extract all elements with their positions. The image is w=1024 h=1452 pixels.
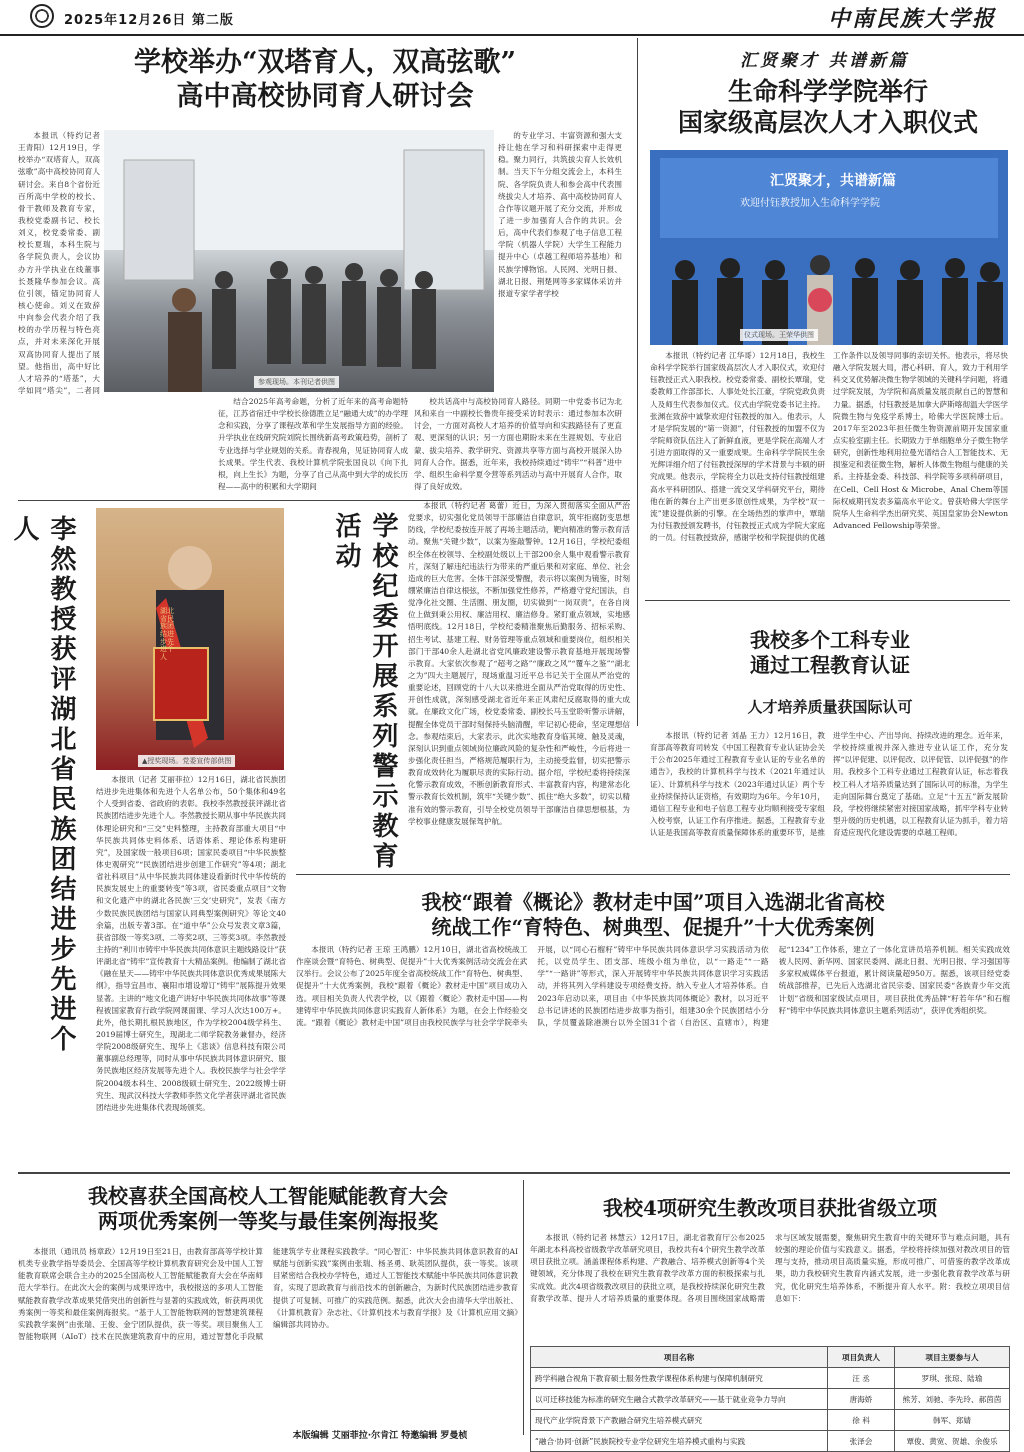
article7-title-line1: 我校喜获全国高校人工智能赋能教育大会 <box>88 1184 448 1208</box>
article1-body-col3 <box>414 396 622 496</box>
table-cell: 韩军、郑婧 <box>895 1410 1010 1431</box>
article3-title: 李然教授获评湖北省民族团结进步先进个人 <box>9 515 76 1055</box>
article5-body <box>650 730 1008 870</box>
article4-title: 学校纪委开展系列警示教育活动 <box>331 512 398 872</box>
article3-body <box>96 774 286 1166</box>
article2-title <box>648 76 1008 139</box>
article2-body-text: 本报讯（特约记者 江华哥）12月18日，我校生命科学学院举行国家级高层次人才入职仪式，欢迎付钰教授正式入职我校。校党委常委、副校长覃瑞，党委教师工作部部长、人事处处长江豪，学院党政负责人及师生代表参加仪式。仪式由学院党委书记主持。张渊在致辞中诚挚欢迎付钰教授的加入。他表示，人才是学院发展的“第一资源”，付钰教授的加盟不仅为学院师资队伍注入了新鲜血液，更是学院在高端人才引进方面取得的又一重要成果。生命科学学院民生余光辉详细介绍了付钰教授深厚的学术背景与丰硕的研究成果。他表示，学院将全力以赴支持付钰教授组建高水平科研团队、搭建一流交叉学科研究平台，期待他在新的舞台上产出更多原创性成果，为学校“双一流”建设提供新的引擎。在全场热烈的掌声中，覃瑞为付钰教授颁发聘书，付钰教授正式成为学院大家庭的一员。付钰教授致辞，感谢学校和学院提供的优越工作条件以及领导同事的亲切关怀。他表示，将尽快融入学院发展大局，潜心科研、育人，致力于利用学科交叉优势解决微生物学领域的关键科学问题，将通过学院发展，为学院和高质量发展贡献自己的智慧和力量。据悉，付钰教授是加拿大萨斯喀彻温大学医学院微生物与免疫学系博士，哈佛大学医院博士后。2017年至2023年担任微生物资源前期开发国家重点实验室副主任。长期致力于单细胞单分子微生物学研究，创新性地利用拉曼光谱结合人工智能技术、无损鉴定和表征微生物，解析人体微生物组与健康的关系。主持基金委、科技部、科学院等多项科研项目，在Cell、Cell Host & Microbe、Anal Chem等国际权威期刊发表多篇高水平论文。曾获哈佛大学医学院华人生命科学杰出研究奖、英国皇家协会Newton Advanced Fellowship等荣誉。 <box>650 351 1008 543</box>
table-cell: 现代产业学院背景下产教融合研究生培养模式研究 <box>531 1410 828 1431</box>
article3-body-text: 本报讯（记者 艾丽菲拉）12月16日，湖北省民族团结进步先进集体和先进个人名单公布，50个集体和49名个人受到省委、省政府的表彰。我校李然教授获评湖北省民族团结进步先进个人。李然教授长期从事中华民族共同体理论研究和“三交”史料整理，主持教育部重大项目“中华民族共同体史料体系、话语体系、理论体系构建研究”，及国家级一般项目6项；国家民委项目“中华民族整体史观研究”“民族团结进步创建工作研究”等4项；湖北省社科项目“从中华民族共同体建设看新时代中华传统的民族发展史上的重要转变”等3项，省民委重点项目“文物和文化遗产中的湖北各民族‘三交’史研究”，发表《南方少数民族民族团结与国家认同典型案例研究》等论文40余篇，出版专著3部。在“道中华”公众号发表文章3篇，获省部级一等奖3项、二等奖2项、三等奖3项。李然教授主持的“利川市铸牢中华民族共同体意识主题线路设计”获评湖北省“铸牢”宣传教育十大精品案例。他编制了湖北省《融在星天——铸牢中华民族共同体意识优秀成果展陈大纲》，指导宜昌市、襄阳市增设增订“铸牢”展陈提升效果显著。主讲的“地文化遗产讲好中华民族共同体故事”等课程被国家教育行政学院网课面课、学习人次达100万+。此外，他长期扎根民族地区，作为学校2004级学科生、2019届博士研究生，现湖北二师学院教务兼督办，经济学院2008级研究生、现华上《悲谈》信息科技有限公司董事副总经理等，同时从事中华民族共同体意识研究、服务民族地区经济发展等先进个人。我校民族学与社会学学院2004级本科生、2008级硕士研究生、2022级博士研究生、现武汉科技大学教师李然文化学者获评湖北省民族团结进步先进集体代表现场颁奖。 <box>96 775 286 1112</box>
article4-body-text: 本报讯（特约记者 葛蕾）近日，为深入贯彻落实全面从严治党要求，切实强化党员领导干部廉洁自律意识，筑牢拒腐防变思想防线，学校纪委按连开展了再场主题活动，靶向精准的警示教育活动。聚焦“关键少数”，以案为鉴敲警钟。12月16日，学校纪委组织全体在校领导、全校副处级以上干部200余人集中观看警示教育片，深刻了解违纪违法行为带来的严重后果和对家庭、单位、社会造成的巨大危害。全体干部深受警醒，表示将以案例为镜鉴，时刻绷紧廉洁自律这根弦，不断加强党性修养，严格遵守党纪国法，自觉净化社交圈、生活圈、朋友圈，切实做到“一岗双责”，在各自岗位上做到秉公用权、廉洁用权、廉洁修身。紧盯重点领域，实地感悟明底线。12月18日，学校纪委精准聚焦后勤服务、招标采购、招生考试、基建工程、财务管理等重点领域和重要岗位，组织相关部门干部40余人赴湖北省党风廉政建设警示教育基地开展现场警示教育。大家依次参观了“超考之路”“廉政之风”“覆车之鉴”“湖北之为”四大主题展厅，现场重温习近平总书记关于全面从严治党的重要论述，回顾党的十八大以来推进全面从严治党取得的历史性、开创性成就，深刻感受湖北省近年来正风肃纪反腐取得的重大成就。在廉政文化广场，校党委常委、副校长马玉堂聆听警示讲解，提醒全体党员干部时刻保持头脑清醒，牢记初心使命，坚定理想信念。参观结束后，大家表示，此次实地教育身临其境、触及灵魂，深刻认识到重点领域岗位廉政风险的复杂性和严峻性，今后将进一步强化责任担当，严格规范履职行为，主动接受监督，切实把警示教育成效转化为履职尽责的实际行动。据介绍，学校纪委将持续深化警示教育成效，不断创新教育形式、丰富教育内容，构建常态化警示教育长效机制，筑牢“关键少数”、抓住“绝大多数”，切实以精准有效的警示教育，引导全校党员领导干部廉洁自律思想根基，为学校事业健康发展保驾护航。 <box>408 501 630 826</box>
table-cell: 唐海娇 <box>827 1389 894 1410</box>
article6-body <box>296 944 1010 1166</box>
article1-body-col1 <box>18 130 100 395</box>
project-table <box>530 1346 1010 1452</box>
table-row <box>531 1431 1010 1452</box>
article5-body-text: 本报讯（特约记者 刘晶 王力）12月16日，教育部高等教育司转发《中国工程教育专业认证协会关于公布2025年通过工程教育专业认证的专业名单的通告》，我校的计算机科学与技术（2021年通过认证）、计算机科学与技术（2023年通过认证）两个专业持续保持认证资格，有效期均为6年。今年10月，通信工程专业和电子信息工程专业均顺利接受专家组入校考察，认证工作有序推进。据悉，工程教育专业认证是我国高等教育质量保障体系的重要环节，是推进学生中心、产出导向、持续改进的理念。近年来，学校持续重视并深入推进专业认证工作，充分发挥“以评促建、以评促改、以评促管、以评促强”的作用。我校多个工科专业通过工程教育认证，标志着我校工科人才培养质量达到了国际认可的标准，为学生走向国际舞台奠定了基础。立足“十五五”新发展阶段，学校将继续紧密对接国家战略，抓牢学科专业转型升级的历史机遇，以工程教育认证为抓手，着力培育适应现代化建设需要的卓越工程师。 <box>650 731 1008 838</box>
newspaper-masthead: 中南民族大学报 <box>827 6 996 32</box>
article4-body <box>408 500 630 870</box>
section-rule-bottom <box>18 1172 1010 1174</box>
article6-title-line2: 统战工作“育特色、树典型、促提升”十大优秀案例 <box>431 915 875 939</box>
article7-title-line2: 两项优秀案例一等奖与最佳案例海报奖 <box>98 1209 438 1233</box>
table-cell: 以可迁移技能为标准的研究生融合式教学改革研究——基于就业竞争力导向 <box>531 1389 828 1410</box>
article1-title <box>30 46 620 114</box>
article6-body-text: 本报讯（特约记者 王琼 王鸿鹏）12月10日，湖北省高校统战工作座谈会暨“育特色、树典型、促提升”十大优秀案例活动交流会在武汉举行。会议公布了2025年度全省高校统战工作“育特色、树典型、促提升”十大优秀案例，我校“跟着《概论》教材走中国”项目成功入选。项目相关负责人代表学校，以《跟着〈概论〉教材走中国——构建铸牢中华民族共同体意识实践育人新体系》为题，在会上作经验交流。“跟着《概论》教材走中国”项目由我校民族学与社会学学院牵头开展，以“同心石榴籽”铸牢中华民族共同体意识学习实践活动为依托，以党员学生、团支部、班级小组为单位，以“一路走”“一路学”“一路讲”等形式，深入开展铸牢中华民族共同体意识学习实践活动，并将其列入学科建设专项经费支持。纳入专业人才培养体系。自2023年启动以来，项目由《中华民族共同体概论》教材，以习近平总书记讲述的民族团结进步故事为指引，组建30余个民族团结小分队，学员覆盖除港澳台以外全国31个省（自治区、直辖市），构建起“1234”工作体系，建立了一体化宣讲员培养机制。相关实践成效被人民网、新华网、国家民委网、湖北日报、光明日报、学习强国等多家权威媒体平台报道，累计阅读量超950万。据悉，该项目经党委统战部推荐，已先后入选湖北省民宗委、国家民委“各族青少年交流计划”省级和国家级试点项目，项目获批优秀品牌“籽若年华”和石榴籽“铸牢中华民族共同体意识主题系列活动”，获评优秀组织奖。 <box>296 945 1010 1027</box>
screen-text-slogan: 汇贤聚才，共谱新篇 <box>770 173 896 189</box>
article2-photo <box>650 150 1008 345</box>
article2-slogan: 汇贤聚才 共谱新篇 <box>740 51 909 71</box>
article1-body-col2 <box>218 396 408 496</box>
table-header-row <box>531 1347 1010 1368</box>
article3-photo <box>96 508 284 770</box>
table-row <box>531 1368 1010 1389</box>
screen-text-welcome: 欢迎付钰教授加入生命科学学院 <box>740 198 880 209</box>
article6-title-line1: 我校“跟着《概论》教材走中国”项目入选湖北省高校 <box>421 890 885 914</box>
article2-body <box>650 350 1008 592</box>
editor-credit: 本版编辑 艾丽菲拉·尔肯江 特邀编辑 罗曼桢 <box>292 1431 468 1441</box>
article1-body2-text: 结合2025年高考命题，分析了近年来的高考命题特征，江苏省宿迁中学校长徐德胜立足“融通大成”的办学理念和实践，分享了课程改革和学生发展指导方面的经验。升学执业在线研究院刘院长围绕新高考政策趋势，剖析了专业选择与学业规划的关系。青春视角，见证协同育人成长成果。学生代表、我校计算机学院张国良以《向下扎根，向上生长》为题，分享了自己从高中到大学的成长历程——高中的积累和大学期间 <box>218 397 408 491</box>
article5-title <box>650 628 1010 678</box>
table-cell: 覃俊、黄宽、贺雄、余俊乐 <box>895 1431 1010 1452</box>
article5-title-line1: 我校多个工科专业 <box>750 628 910 652</box>
article7-title <box>18 1184 518 1234</box>
table-cell: 张泽会 <box>827 1431 894 1452</box>
article8-body <box>530 1232 1010 1342</box>
article1-title-line2: 高中高校协同育人研讨会 <box>176 80 474 112</box>
article5-title-line2: 通过工程教育认证 <box>750 653 910 677</box>
article8-body-text: 本报讯（特约记者 林慧云）12月17日，湖北省教育厅公布2025年湖北本科高校省级教学改革研究项目，我校共有4个研究生教学改革项目获批立项。涵盖课程体系构建、产教融合、培养模式创新等4个关键领域，充分体现了我校在研究生教育教学改革方面的积极探索与扎实成效。此次4项省级教改项目的获批立项，是我校持续深化研究生教育教学改革、提升人才培养质量的重要体现。各项目围绕国家战略需求与区域发展需要，聚焦研究生教育中的关键环节与难点问题，具有较强的理论价值与实践意义。据悉，学校将持续加强对教改项目的管理与支持，推动项目高质量实施，形成可推广、可借鉴的教学改革成果，助力我校研究生教育内涵式发展，进一步强化教育教学改革与研究，优化研究生培养体系，不断提升育人水平。附：我校立项项目信息如下： <box>530 1233 1010 1303</box>
article1-body4-text: 的专业学习、丰富资源和强大支持让他在学习和科研探索中走得更稳。聚力同行，共筑拔尖育人长效机制。当天下午分组交流会上，本科生院、各学院负责人和参会高中代表围绕拔尖人才培养、高中高校协同育人合作等议题开展了充分交流，并形成了进一步加强育人合作的共识。会后，高中代表们参观了电子信息工程学院（机器人学院）大学生工程能力提升中心（卓越工程师培养基地）和民族学博物馆。人民网、光明日报、湖北日报、荆楚网等多家媒体采访并报道专家学者学校 <box>498 131 622 298</box>
page-header <box>0 0 1024 36</box>
article5-subtitle: 人才培养质量获国际认可 <box>747 698 913 716</box>
article1-photo <box>104 130 494 392</box>
section-rule-6 <box>296 874 1010 875</box>
article3-photo-caption: ▲授奖现场。党委宣传部供图 <box>138 755 235 767</box>
table-cell: 汪 丞 <box>827 1368 894 1389</box>
article2-photo-caption: 仪式现场。王荣华供图 <box>740 329 818 341</box>
article2-title-line1: 生命科学学院举行 <box>727 77 928 106</box>
column-divider <box>637 38 638 726</box>
table-cell: 徐 科 <box>827 1410 894 1431</box>
table-cell: “融合·协同·创新”民族院校专业学位研究生培养模式重构与实践 <box>531 1431 828 1452</box>
table-cell: 跨学科融合视角下教育硕士服务性教学课程体系构建与保障机制研究 <box>531 1368 828 1389</box>
article2-title-line2: 国家级高层次人才入职仪式 <box>677 108 978 138</box>
article8-divider <box>523 1180 524 1435</box>
table-header-cell: 项目名称 <box>531 1347 828 1368</box>
table-header-cell: 项目负责人 <box>827 1347 894 1368</box>
article7-body <box>18 1246 518 1422</box>
table-cell: 罗琪、张琼、陆瑜 <box>895 1368 1010 1389</box>
article1-photo-caption: 参观现场。本刊记者供图 <box>254 376 339 388</box>
article6-title <box>296 890 1010 940</box>
article1-body-text: 本报讯（特约记者 王青阳）12月19日，学校举办“双塔育人，双高弦歌”高中高校协同育人研讨会。来自8个省份近百所高中学校的校长、骨干教师及教育专家，我校党委副书记、校长刘义，校党委常委、副校长夏瑞，本科生院与各学院负责人，会议协办方升学执业在线董事长聂隆华参加会议。高位引领，锚定协同育人核心使命。刘义在致辞中向参会代表介绍了我校的办学历程与特色亮点，并对未来深化开展双高协同育人提出了展望。他指出，高中好比人才培养的“塔基”，大学如同“塔尖”，二者同 <box>18 131 100 395</box>
award-sash-text: 湖北省民族团结进步先进个人 <box>160 607 174 662</box>
article1-title-line1: 学校举办“双塔育人，双高弦歌” <box>133 47 517 78</box>
table-cell: 熊芳、刘驰、李先玲、郝茵茵 <box>895 1389 1010 1410</box>
hallway-illustration <box>104 130 494 392</box>
section-rule-mid <box>645 600 1010 601</box>
article1-body-col4 <box>498 130 622 395</box>
award-recipient-illustration <box>96 508 284 770</box>
table-header-cell: 项目主要参与人 <box>895 1347 1010 1368</box>
table-row <box>531 1410 1010 1431</box>
article1-body3-text: 校共话高中与高校协同育人路径。同期一中党委书记为北风和来自一中副校长鲁贵年接受采访时表示：通过参加本次研讨会，一方面对高校人才培养的价值导向和实践路径有了更直观、更深刻的认识；另一方面也期盼未来在生涯规划、专业启蒙、拔尖培养、教学研究、资源共享等方面与高校开展深入协同育人合作。据悉，近年来，我校持续通过“铸牢”“科普”进中学、组织生命科学夏令营等系列活动与高中开展育人合作，取得了良好成效。 <box>414 397 622 491</box>
article8-title: 我校4项研究生教改项目获批省级立项 <box>603 1196 937 1220</box>
university-seal-icon <box>30 4 54 28</box>
issue-date-edition: 2025年12月26日 第二版 <box>64 13 234 28</box>
article7-body-text: 本报讯（通讯员 杨章政）12月19日至21日，由教育部高等学校计算机类专业教学指导委员会、全国高等学校计算机教育研究会及中国人工智能教育联席会联合主办的2025全国高校人工智能赋能教育大会在华南师范大学举行。在此次大会的案例与成果评选中，我校报送的多项人工智能赋能教育教学改革成果凭借突出的创新性与显著的实践成效，斩获两项优秀案例一等奖和最佳案例海报奖。“基于人工智能物联网的智慧建筑课程实践教学案例”由张瑞、王俊、金宁团队提供，获一等奖。项目聚焦人工智能物联网（AIoT）技术在民族建筑教育中的应用，通过智慧化手段赋能建筑学专业课程实践教学。“同心智汇：中华民族共同体意识教育的AI赋能与创新实践”案例由张瑞、杨圣勇、耿英团队提供，获一等奖。该项目紧密结合我校办学特色，通过人工智能技术赋能中华民族共同体意识教育，实现了思政教育与前沿技术的创新融合，为新时代民族团结进步教育提供了可复制、可推广的实践范例。据悉，此次大会由清华大学出版社、《计算机教育》杂志社、《计算机技术与教育学报》及《计算机应用文摘》编辑部共同协办。 <box>18 1247 518 1341</box>
table-row <box>531 1389 1010 1410</box>
